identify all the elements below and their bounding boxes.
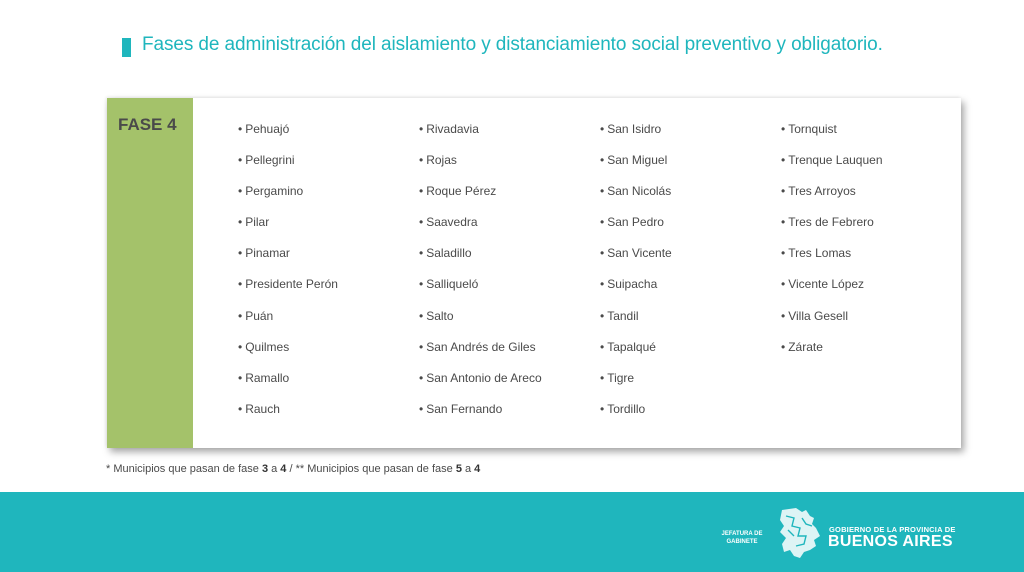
phase-band: [107, 98, 193, 448]
footer-band: [0, 492, 1024, 572]
bullet-icon: •: [781, 153, 786, 168]
footnote-text: a: [268, 463, 281, 475]
bullet-icon: •: [419, 277, 424, 292]
bullet-icon: •: [781, 277, 786, 292]
municipality-name: Roque Pérez: [426, 184, 497, 199]
municipality-item: [419, 245, 542, 276]
municipality-item: [781, 245, 883, 276]
bullet-icon: •: [419, 339, 424, 354]
municipality-name: San Nicolás: [607, 184, 672, 199]
municipality-name: Presidente Perón: [245, 277, 338, 292]
bullet-icon: •: [600, 401, 605, 416]
bullet-icon: •: [781, 184, 786, 199]
footnote-text: a: [461, 463, 475, 475]
municipalities-card: [107, 98, 961, 448]
municipality-item: [238, 214, 338, 245]
municipality-item: [238, 276, 338, 307]
bullet-icon: •: [781, 215, 786, 230]
footnote-text: / ** Municipios que pasan de fase: [286, 463, 456, 475]
municipality-name: Tapalqué: [607, 339, 656, 354]
municipality-name: Suipacha: [607, 277, 658, 292]
bullet-icon: •: [600, 122, 605, 136]
municipality-item: [238, 308, 338, 339]
municipality-item: [238, 121, 338, 152]
municipality-name: San Fernando: [426, 401, 503, 416]
municipality-name: Salto: [426, 308, 454, 323]
municipality-item: [781, 214, 883, 245]
municipalities-column-3: [600, 121, 672, 432]
municipality-name: Saladillo: [426, 246, 472, 261]
bullet-icon: •: [781, 122, 786, 136]
bullet-icon: •: [600, 370, 605, 385]
municipality-item: [238, 183, 338, 214]
bullet-icon: •: [419, 308, 424, 323]
municipality-item: [419, 370, 542, 401]
municipality-item: [600, 370, 672, 401]
municipality-name: Rauch: [245, 401, 280, 416]
bullet-icon: •: [238, 277, 243, 292]
jefatura-label: JEFATURA DE GABINETE: [721, 531, 763, 545]
municipality-item: [781, 152, 883, 183]
municipality-name: Tres de Febrero: [788, 215, 874, 230]
municipality-item: [419, 308, 542, 339]
municipality-item: [600, 183, 672, 214]
municipality-name: Pergamino: [245, 184, 304, 199]
bullet-icon: •: [238, 184, 243, 199]
municipality-name: San Antonio de Areco: [426, 370, 542, 385]
municipality-item: [781, 183, 883, 214]
bullet-icon: •: [238, 153, 243, 168]
municipality-item: [600, 401, 672, 432]
municipality-item: [781, 308, 883, 339]
municipality-item: [238, 152, 338, 183]
footnote: [106, 463, 480, 475]
municipality-item: [600, 121, 672, 152]
footnote-number: 4: [474, 463, 481, 475]
municipality-name: Tordillo: [607, 401, 646, 416]
bullet-icon: •: [238, 308, 243, 323]
municipality-name: Pellegrini: [245, 153, 295, 168]
municipality-name: San Miguel: [607, 153, 668, 168]
bullet-icon: •: [600, 277, 605, 292]
municipality-item: [600, 339, 672, 370]
bullet-icon: •: [781, 339, 786, 354]
municipality-item: [238, 401, 338, 432]
municipality-name: Tres Lomas: [788, 246, 852, 261]
bullet-icon: •: [600, 246, 605, 261]
municipality-name: Trenque Lauquen: [788, 153, 883, 168]
gobierno-label: GOBIERNO DE LA PROVINCIA DE: [829, 525, 956, 534]
bullet-icon: •: [238, 246, 243, 261]
footnote-number: 4: [280, 463, 287, 475]
municipality-item: [238, 370, 338, 401]
municipality-name: Vicente López: [788, 277, 865, 292]
bullet-icon: •: [419, 122, 424, 136]
bullet-icon: •: [600, 184, 605, 199]
bullet-icon: •: [238, 339, 243, 354]
municipality-name: Pinamar: [245, 246, 290, 261]
municipality-item: [600, 276, 672, 307]
bullet-icon: •: [781, 308, 786, 323]
municipality-name: Zárate: [788, 339, 823, 354]
municipalities-column-2: [419, 121, 542, 432]
footnote-number: 3: [261, 463, 269, 475]
municipality-name: San Vicente: [607, 246, 672, 261]
municipality-name: San Pedro: [607, 215, 664, 230]
bullet-icon: •: [419, 246, 424, 261]
bullet-icon: •: [419, 153, 424, 168]
municipality-name: San Andrés de Giles: [426, 339, 536, 354]
municipality-item: [600, 214, 672, 245]
municipality-item: [419, 339, 542, 370]
municipality-name: Puán: [245, 308, 274, 323]
municipality-name: Salliqueló: [426, 277, 479, 292]
bullet-icon: •: [238, 370, 243, 385]
province-map-icon: [776, 506, 822, 560]
municipality-name: Pilar: [245, 215, 270, 230]
municipality-item: [419, 401, 542, 432]
bullet-icon: •: [419, 215, 424, 230]
bullet-icon: •: [600, 308, 605, 323]
municipality-item: [419, 183, 542, 214]
municipality-name: San Isidro: [607, 122, 662, 136]
municipality-item: [781, 121, 883, 152]
municipality-item: [419, 214, 542, 245]
municipality-name: Tres Arroyos: [788, 184, 856, 199]
bullet-icon: •: [238, 122, 243, 136]
municipality-name: Pehuajó: [245, 122, 290, 136]
municipality-item: [600, 308, 672, 339]
municipality-name: Ramallo: [245, 370, 290, 385]
municipality-item: [781, 276, 883, 307]
municipality-name: Saavedra: [426, 215, 478, 230]
bullet-icon: •: [238, 401, 243, 416]
bullet-icon: •: [419, 401, 424, 416]
municipality-item: [781, 339, 883, 370]
bullet-icon: •: [600, 339, 605, 354]
bullet-icon: •: [600, 215, 605, 230]
municipality-name: Tandil: [607, 308, 639, 323]
phase-label: FASE 4: [118, 115, 177, 134]
municipalities-column-1: [238, 121, 338, 432]
page-title: Fases de administración del aislamiento y distanciamiento social preventivo y obligatorio.: [142, 34, 883, 55]
municipality-name: Quilmes: [245, 339, 290, 354]
municipality-item: [419, 121, 542, 152]
municipality-item: [419, 276, 542, 307]
buenos-aires-logo-text: BUENOS AIRES: [828, 533, 953, 550]
municipality-name: Rivadavia: [426, 122, 479, 136]
municipality-name: Tornquist: [788, 122, 837, 136]
municipality-item: [419, 152, 542, 183]
footnote-text: * Municipios que pasan de fase: [106, 463, 262, 475]
bullet-icon: •: [419, 184, 424, 199]
municipality-item: [600, 152, 672, 183]
bullet-icon: •: [781, 246, 786, 261]
municipality-item: [238, 245, 338, 276]
bullet-icon: •: [419, 370, 424, 385]
municipalities-column-4: [781, 121, 883, 370]
municipality-item: [600, 245, 672, 276]
title-accent-bar: [122, 38, 131, 57]
municipality-name: Tigre: [607, 370, 635, 385]
municipality-name: Villa Gesell: [788, 308, 849, 323]
bullet-icon: •: [238, 215, 243, 230]
bullet-icon: •: [600, 153, 605, 168]
municipality-name: Rojas: [426, 153, 457, 168]
footnote-number: 5: [455, 463, 462, 475]
municipality-item: [238, 339, 338, 370]
